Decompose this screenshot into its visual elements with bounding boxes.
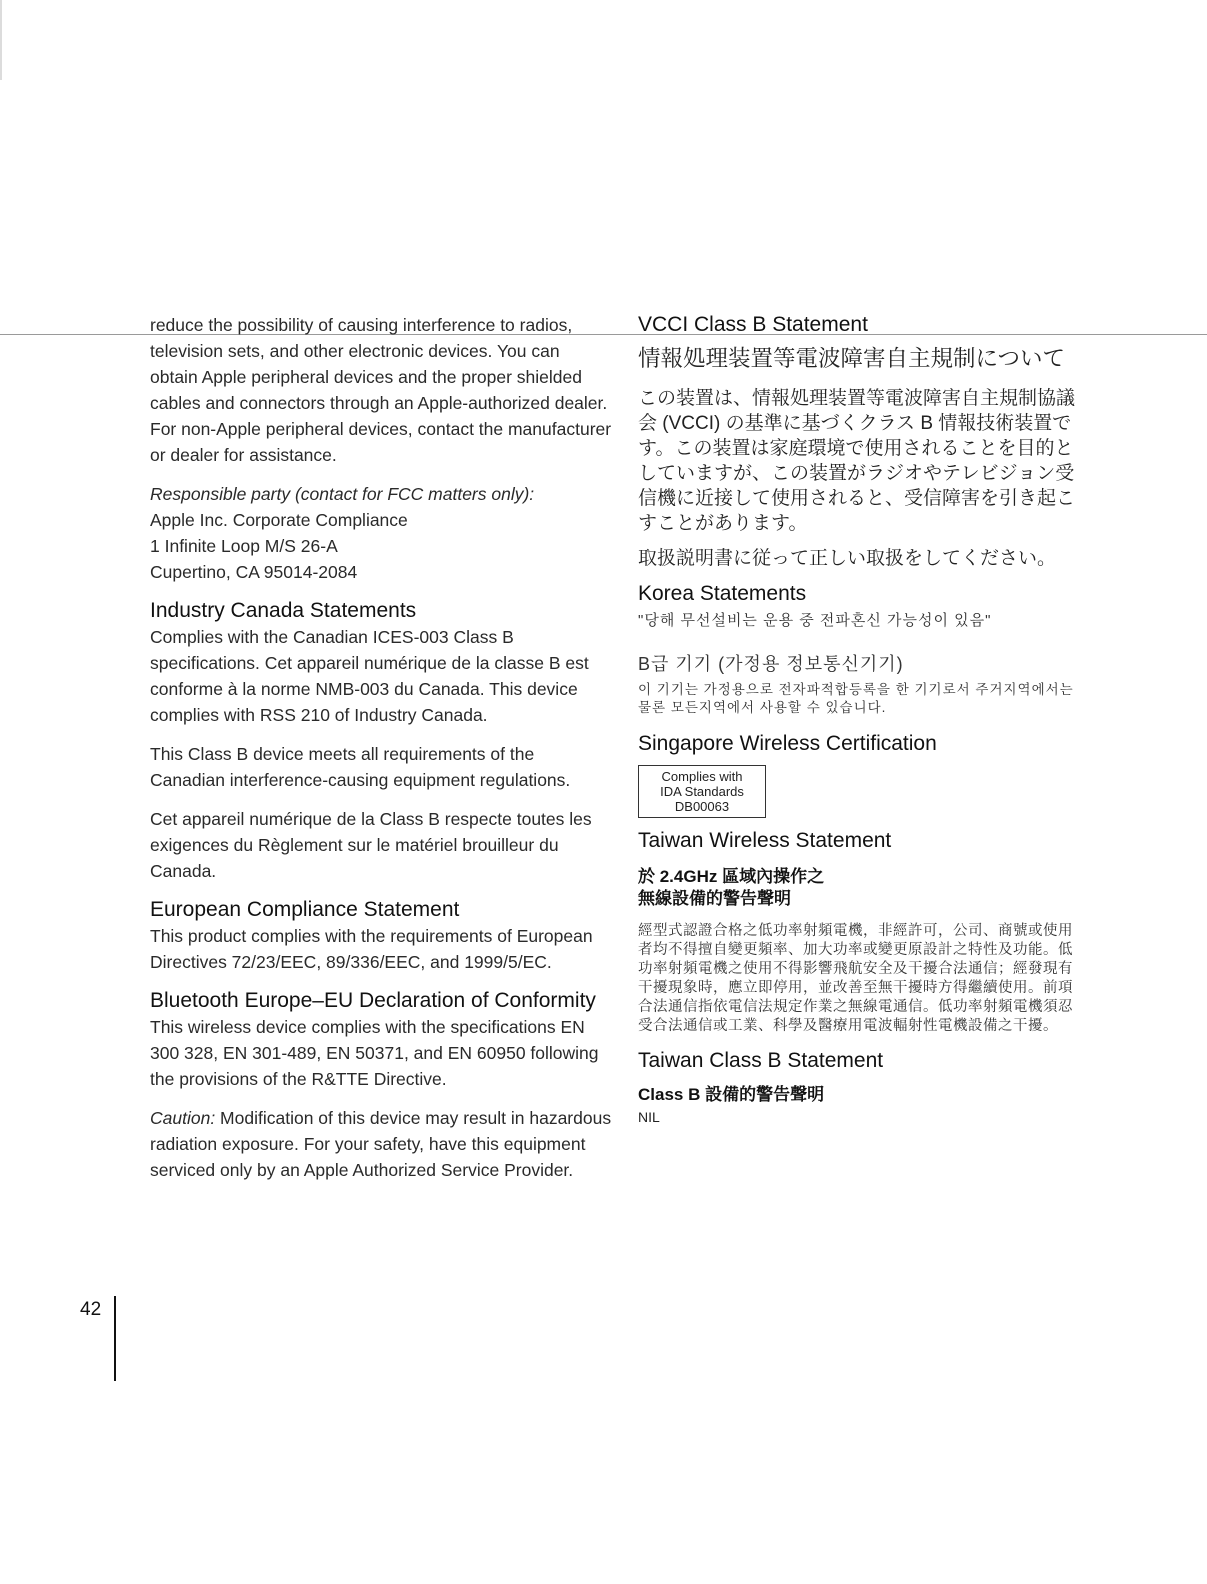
caution-text: Modification of this device may result in hazardous radiation exposure. For your safety, have this equipment serviced only by an Apple Authorized Service Provider.: [150, 1108, 612, 1180]
korea-heading: Korea Statements: [638, 582, 807, 605]
taiwan-class-b-value: NIL: [638, 1109, 660, 1125]
vcci-japanese-body: この装置は、情報処理装置等電波障害自主規制協議会 (VCCI) の基準に基づくクラス B 情報技術装置です。この装置は家庭環境で使用されることを目的としていますが、この装置がラジオやテレビジョン受信機に近接して使用されると、受信障害を引き起こすことがあります。: [638, 388, 1076, 534]
industry-canada-paragraph-3: Cet appareil numérique de la Class B respecte toutes les exigences du Règlement sur le matériel brouilleur du Canada.: [150, 809, 592, 881]
page-number-bar: [114, 1296, 116, 1381]
ida-certification-stamp: [638, 765, 766, 818]
vcci-japanese-instruction: 取扱説明書に従って正しい取扱をしてください。: [638, 548, 1057, 569]
caution-label: Caution:: [150, 1108, 216, 1128]
korea-body: 이 기기는 가정용으로 전자파적합등록을 한 기기로서 주거지역에서는 물론 모든지역에서 사용할 수 있습니다.: [638, 682, 1074, 715]
singapore-heading: Singapore Wireless Certification: [638, 732, 937, 755]
industry-canada-paragraph-1: Complies with the Canadian ICES-003 Class B specifications. Cet appareil numérique de la classe B est conforme à la norme NMB-003 du Canada. This device complies with RSS 210 of Industry Canada.: [150, 627, 589, 725]
vcci-japanese-title: 情報処理装置等電波障害自主規制について: [638, 346, 1066, 371]
page-number: 42: [80, 1299, 102, 1320]
address-line-3: Cupertino, CA 95014-2084: [150, 562, 358, 582]
korea-class-b-title: B급 기기 (가정용 정보통신기기): [638, 654, 904, 674]
caution-paragraph: [150, 1105, 612, 1183]
address-line-1: Apple Inc. Corporate Compliance: [150, 510, 408, 530]
left-column: [150, 312, 612, 1196]
taiwan-title-line-2: 無線設備的警告聲明: [638, 889, 791, 908]
bluetooth-eu-paragraph: This wireless device complies with the specifications EN 300 328, EN 301-489, EN 50371, and EN 60950 following the provisions of the R&TTE Directive.: [150, 1017, 599, 1089]
taiwan-class-b-heading: Taiwan Class B Statement: [638, 1049, 884, 1072]
korea-quote: "당해 무선설비는 운용 중 전파혼신 가능성이 있음": [638, 612, 992, 629]
fcc-continued-paragraph: reduce the possibility of causing interference to radios, television sets, and other electronic devices. You can obtain Apple peripheral devices and the proper shielded cables and connectors through an Apple-authorized dealer. For non-Apple peripheral devices, contact the manufacturer or dealer for assistance.: [150, 315, 612, 465]
vcci-heading: VCCI Class B Statement: [638, 313, 868, 336]
industry-canada-paragraph-2: This Class B device meets all requirements of the Canadian interference-causing equipment regulations.: [150, 744, 571, 790]
taiwan-class-b-title: Class B 設備的警告聲明: [638, 1085, 825, 1104]
european-compliance-paragraph: This product complies with the requirements of European Directives 72/23/EEC, 89/336/EEC, and 1999/5/EC.: [150, 926, 593, 972]
taiwan-wireless-body: 經型式認證合格之低功率射頻電機，非經許可，公司、商號或使用者均不得擅自變更頻率、加大功率或變更原設計之特性及功能。低功率射頻電機之使用不得影響飛航安全及干擾合法通信；經發現有干擾現象時，應立即停用，並改善至無干擾時方得繼續使用。前項合法通信指依電信法規定作業之無線電通信。低功率射頻電機須忍受合法通信或工業、科學及醫療用電波輻射性電機設備之干擾。: [638, 923, 1073, 1034]
taiwan-wireless-heading: Taiwan Wireless Statement: [638, 829, 892, 852]
stamp-line-3: DB00063: [674, 799, 730, 814]
address-line-2: 1 Infinite Loop M/S 26-A: [150, 536, 338, 556]
right-column: [638, 312, 1078, 1126]
stamp-line-2: IDA Standards: [660, 784, 744, 799]
taiwan-wireless-title: [638, 866, 1078, 910]
responsible-party-label: Responsible party (contact for FCC matters only):: [150, 484, 535, 504]
industry-canada-heading: Industry Canada Statements: [150, 599, 417, 622]
european-compliance-heading: European Compliance Statement: [150, 898, 460, 921]
taiwan-title-line-1: 於 2.4GHz 區域內操作之: [638, 867, 825, 886]
stamp-line-1: Complies with: [661, 769, 743, 784]
bluetooth-eu-heading: Bluetooth Europe–EU Declaration of Conformity: [150, 989, 596, 1012]
page-edge-mark: [0, 0, 2, 80]
